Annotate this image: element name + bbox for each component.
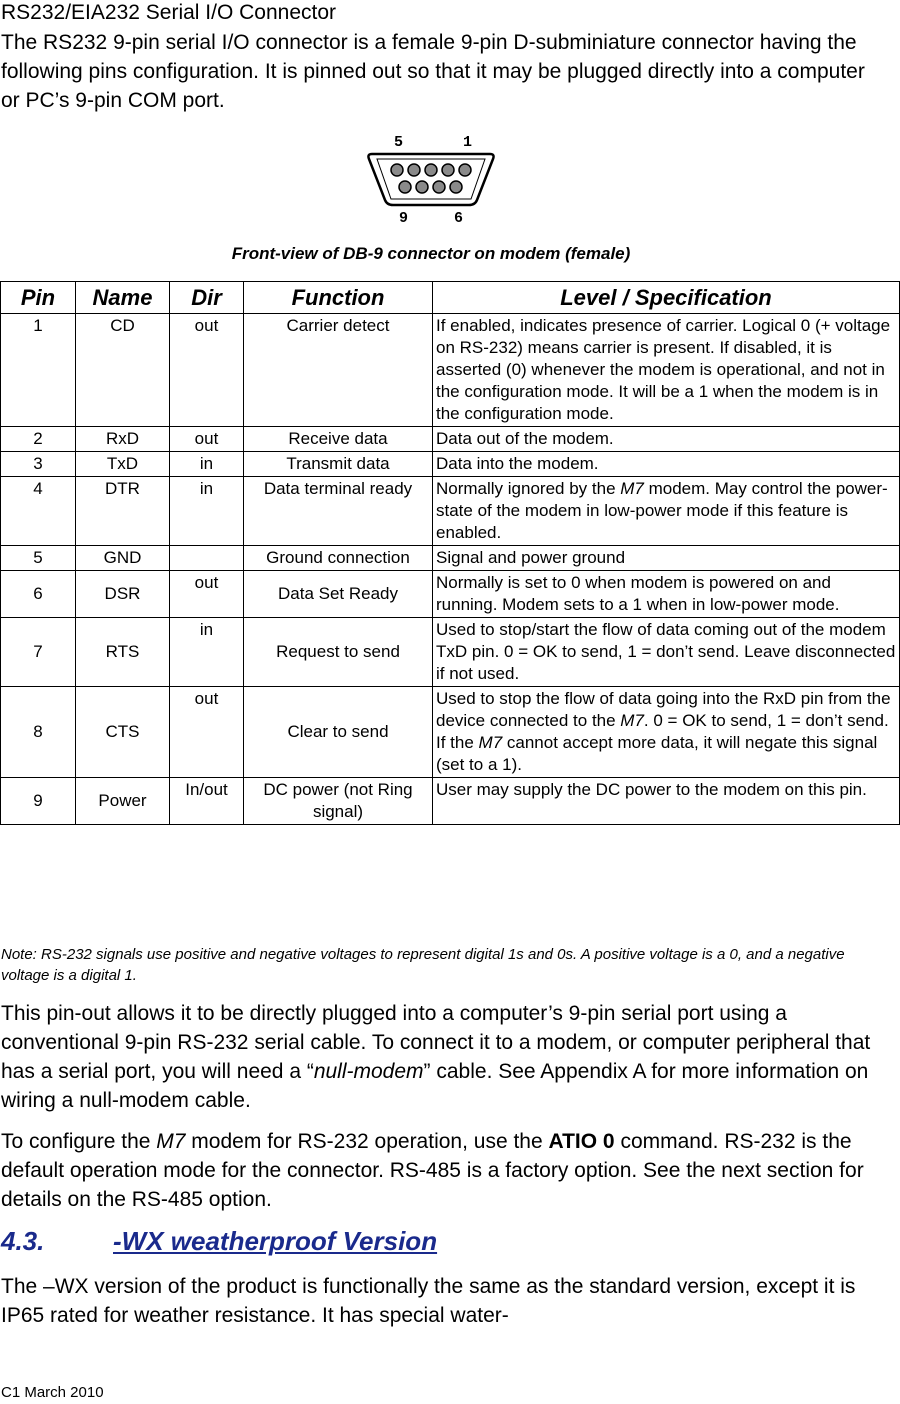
function-cell: Request to send: [244, 618, 433, 687]
header-function: Function: [244, 282, 433, 314]
dir-cell: out: [170, 314, 244, 427]
pin-label-5: 5: [394, 134, 404, 151]
paragraph-text: To configure the: [1, 1130, 157, 1153]
spec-cell: [433, 687, 900, 778]
pin-cell: 9: [1, 778, 76, 825]
table-row: [1, 427, 900, 452]
function-cell: Transmit data: [244, 452, 433, 477]
name-cell: GND: [76, 546, 170, 571]
name-cell: DTR: [76, 477, 170, 546]
spec-text: Normally ignored by the: [436, 479, 621, 498]
product-name: M7: [478, 733, 503, 752]
paragraph-text: ” cable. See Appendix A for more information on wiring a null-modem cable.: [1, 1060, 869, 1112]
pin-2: [442, 164, 454, 176]
name-cell: CTS: [76, 687, 170, 778]
table-row: [1, 778, 900, 825]
product-name: M7: [620, 479, 644, 498]
function-cell: Clear to send: [244, 687, 433, 778]
pin-5: [391, 164, 403, 176]
spec-cell: User may supply the DC power to the modem on this pin.: [433, 778, 900, 825]
paragraph-text: This pin-out allows it to be directly plugged into a computer’s 9-pin serial port using a conventional 9-pin RS-232 serial cable. To connect it to a modem, or computer peripheral that has a serial port, you will need a “: [1, 1002, 871, 1083]
emphasis-null-modem: null-modem: [313, 1060, 424, 1083]
function-cell: Data Set Ready: [244, 571, 433, 618]
db9-connector-icon: [366, 128, 496, 224]
pin-cell: 1: [1, 314, 76, 427]
pin-1: [459, 164, 471, 176]
table-note: Note: RS-232 signals use positive and negative voltages to represent digital 1s and 0s. A positive voltage is a 0, and a negative voltage is a digital 1.: [1, 946, 845, 984]
spec-text: cannot accept more data, it will negate this signal (set to a 1).: [436, 733, 878, 774]
spec-cell: If enabled, indicates presence of carrier. Logical 0 (+ voltage on RS-232) means carrier is present. If disabled, it is asserted (0) whenever the modem is operational, and not in the configuration mode. It will be a 1 when the modem is in the configuration mode.: [433, 314, 900, 427]
dir-cell: out: [170, 427, 244, 452]
pin-6: [450, 181, 462, 193]
section-number: 4.3.: [1, 1226, 45, 1256]
table-row: [1, 477, 900, 546]
table-row: [1, 314, 900, 427]
section-title: -WX weatherproof Version: [113, 1226, 438, 1256]
spec-text: . 0 = OK to send, 1 = don’t send. If the: [436, 711, 889, 752]
table-row: [1, 546, 900, 571]
product-name: M7: [620, 711, 644, 730]
header-pin: Pin: [1, 282, 76, 314]
pin-label-1: 1: [463, 134, 473, 151]
name-cell: RxD: [76, 427, 170, 452]
name-cell: CD: [76, 314, 170, 427]
function-cell: Ground connection: [244, 546, 433, 571]
dir-cell: in: [170, 618, 244, 687]
pin-label-9: 9: [399, 210, 409, 224]
command-name: ATIO 0: [548, 1130, 615, 1153]
pin-cell: 6: [1, 571, 76, 618]
name-cell: Power: [76, 778, 170, 825]
pin-9: [399, 181, 411, 193]
page-heading: RS232/EIA232 Serial I/O Connector: [1, 1, 337, 24]
function-cell: DC power (not Ring signal): [244, 778, 433, 825]
product-name: M7: [156, 1130, 186, 1153]
header-name: Name: [76, 282, 170, 314]
body-paragraph-configure: [1, 1127, 881, 1214]
pin-7: [433, 181, 445, 193]
pin-4: [408, 164, 420, 176]
pin-cell: 7: [1, 618, 76, 687]
spec-text: modem. May control the power-state of the modem in low-power mode if this feature is enabled.: [436, 479, 888, 542]
connector-shell: [368, 154, 493, 205]
intro-paragraph: The RS232 9-pin serial I/O connector is a female 9-pin D-subminiature connector having the following pins configuration. It is pinned out so that it may be plugged directly into a computer or PC’s 9-pin COM port.: [1, 31, 865, 112]
table-row: [1, 687, 900, 778]
function-cell: Carrier detect: [244, 314, 433, 427]
body-paragraph-cable: [1, 999, 881, 1115]
header-dir: Dir: [170, 282, 244, 314]
pin-cell: 8: [1, 687, 76, 778]
pin-cell: 3: [1, 452, 76, 477]
dir-cell: out: [170, 687, 244, 778]
dir-cell: in: [170, 477, 244, 546]
function-cell: Receive data: [244, 427, 433, 452]
pinout-table: [0, 281, 900, 825]
paragraph-text: modem for RS-232 operation, use the: [185, 1130, 549, 1153]
header-specification: Level / Specification: [433, 282, 900, 314]
spec-cell: Data into the modem.: [433, 452, 900, 477]
table-row: [1, 571, 900, 618]
spec-cell: Used to stop/start the flow of data coming out of the modem TxD pin. 0 = OK to send, 1 = don’t send. Leave disconnected if not used.: [433, 618, 900, 687]
pin-8: [416, 181, 428, 193]
spec-cell: Data out of the modem.: [433, 427, 900, 452]
pin-cell: 5: [1, 546, 76, 571]
figure-caption: Front-view of DB-9 connector on modem (female): [231, 244, 631, 263]
pin-cell: 4: [1, 477, 76, 546]
spec-cell: Normally is set to 0 when modem is powered on and running. Modem sets to a 1 when in low-power mode.: [433, 571, 900, 618]
spec-cell: Signal and power ground: [433, 546, 900, 571]
table-row: [1, 452, 900, 477]
page-footer: C1 March 2010: [1, 1384, 104, 1401]
name-cell: RTS: [76, 618, 170, 687]
table-row: [1, 618, 900, 687]
dir-cell: in: [170, 452, 244, 477]
dir-cell: In/out: [170, 778, 244, 825]
table-header-row: [1, 282, 900, 314]
name-cell: TxD: [76, 452, 170, 477]
dir-cell: out: [170, 571, 244, 618]
body-paragraph-wx: The –WX version of the product is functionally the same as the standard version, except it is IP65 rated for weather resistance. It has special water-: [1, 1275, 856, 1327]
dir-cell: [170, 546, 244, 571]
pin-3: [425, 164, 437, 176]
spec-cell: [433, 477, 900, 546]
section-heading: [1, 1226, 437, 1257]
pin-cell: 2: [1, 427, 76, 452]
spec-text: Used to stop the flow of data going into the RxD pin from the device connected to the: [436, 689, 891, 730]
paragraph-text: command. RS-232 is the default operation mode for the connector. RS-485 is a factory option. See the next section for details on the RS-485 option.: [1, 1130, 864, 1211]
function-cell: Data terminal ready: [244, 477, 433, 546]
name-cell: DSR: [76, 571, 170, 618]
pin-label-6: 6: [454, 210, 464, 224]
